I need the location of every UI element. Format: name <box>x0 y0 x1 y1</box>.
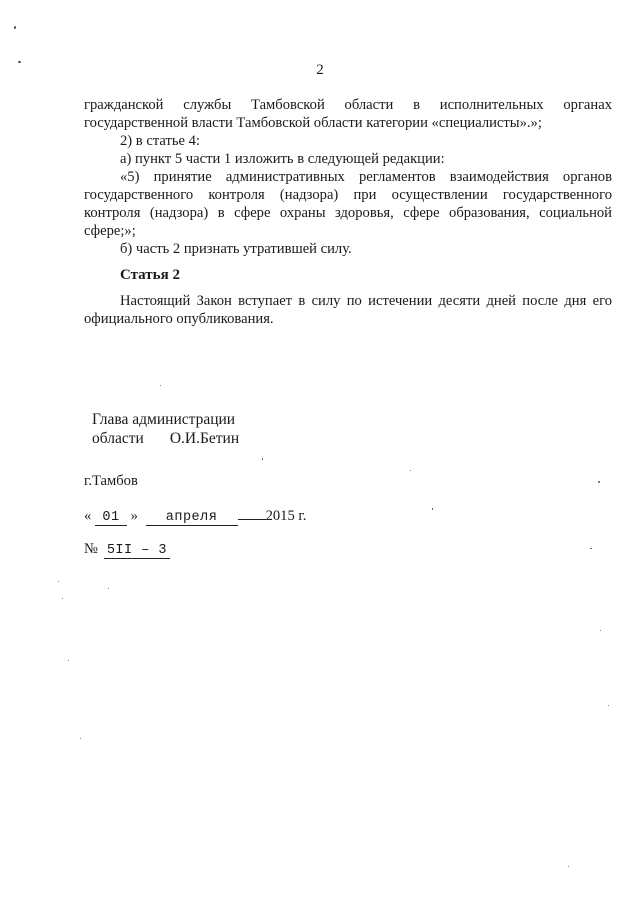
scan-speck <box>262 458 263 460</box>
article1-continuation <box>84 96 612 258</box>
paragraph-new-wording: «5) принятие административных регламентов взаимодействия органов государственного контроля (надзора) при осуществлении государственного контроля (надзора) в сфере охраны здоровья, сфере образования, социальной сфере;»; <box>84 169 612 239</box>
paragraph-part2-void: б) часть 2 признать утратившей силу. <box>120 241 352 257</box>
signatory-name: О.И.Бетин <box>169 430 240 447</box>
city: г.Тамбов <box>84 473 138 489</box>
law-number-value: 5II – 3 <box>104 543 170 559</box>
number-sign: № <box>84 541 98 557</box>
date-year: 2015 г. <box>265 508 307 524</box>
scan-speck <box>608 705 609 706</box>
date-month: апреля <box>146 510 238 526</box>
scan-speck <box>160 385 161 386</box>
signature-region: области <box>92 430 144 447</box>
date-close-quote: » <box>130 508 138 524</box>
scan-speck <box>432 508 433 510</box>
article2-text: Настоящий Закон вступает в силу по истечении десяти дней после дня его официального опубликования. <box>84 293 612 327</box>
scan-speck <box>108 588 109 589</box>
scan-speck <box>410 470 411 471</box>
scan-speck <box>568 866 569 867</box>
scan-speck <box>600 630 601 631</box>
scan-speck <box>598 481 600 483</box>
article2-heading: Статья 2 <box>120 267 180 283</box>
scan-speck <box>58 581 59 582</box>
signature-block <box>92 410 239 448</box>
scan-speck <box>68 660 69 661</box>
scan-speck <box>62 598 63 599</box>
scan-speck <box>590 548 592 549</box>
article2-body <box>84 292 612 328</box>
paragraph-point5: а) пункт 5 части 1 изложить в следующей редакции: <box>120 151 445 167</box>
scan-speck <box>18 61 21 63</box>
scan-speck <box>80 738 81 739</box>
paragraph-article4: 2) в статье 4: <box>120 133 200 149</box>
law-number <box>84 541 170 559</box>
scan-speck <box>14 26 16 29</box>
signing-date <box>84 508 306 526</box>
paragraph-civil-service: гражданской службы Тамбовской области в исполнительных органах государственной власти Тамбовской области категории «специалисты».»; <box>84 97 612 131</box>
date-open-quote: « <box>84 508 92 524</box>
signature-title: Глава администрации <box>92 411 236 428</box>
date-day: 01 <box>95 510 127 526</box>
page-number: 2 <box>316 62 324 78</box>
